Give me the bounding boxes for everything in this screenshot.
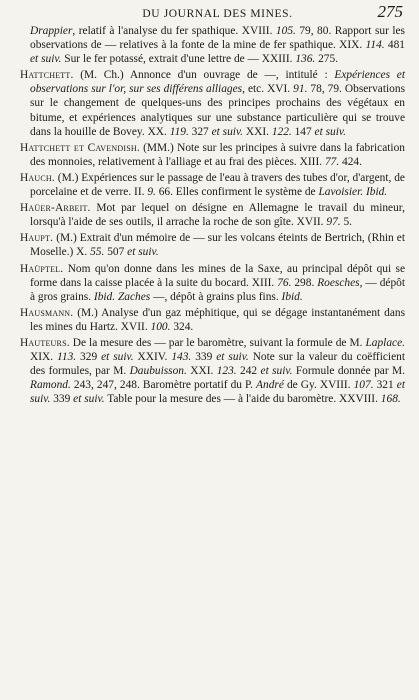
entry-headword: Haupt. [20, 232, 54, 245]
entry-text: De la mesure des — par le baromètre, suivant la formule de M. Laplace. XIX. 113. 329 et suiv. XXIV. 143. 339 et suiv. Note sur la valeur du coëfficient des formules, par M. Daubuisson. XXI. 123. 242 et suiv. Formule donnée par M. Ramond. 243, 247, 248. Baromètre portatif du P. André de Gy. XVIII. 107. 321 et suiv. 339 et suiv. Table pour la mesure des — à l'aide du baromètre. XXVIII. 168. [30, 336, 406, 406]
entry-text: (M.) Expériences sur le passage de l'eau à travers des tubes d'or, d'argent, de porcelaine et de verre. II. 9. 66. Elles confirment le système de Lavoisier. Ibid. [30, 171, 405, 199]
entry-text: (M.) Analyse d'un gaz méphitique, qui se dégage instantanément dans les mines du Hartz. XVII. 100. 324. [30, 306, 405, 333]
index-entry [20, 262, 405, 304]
index-entry [20, 336, 405, 406]
entry-text: (M.) Extrait d'un mémoire de — sur les volcans éteints de Bertrich, (Rhin et Moselle.) X. 55. 507 et suiv. [30, 232, 405, 259]
index-entry [20, 141, 405, 169]
entry-text: Mot par lequel on désigne en Allemagne le travail du mineur, lorsqu'à l'aide de ses outils, il arrache la roche de son gîte. XVII. 97. 5. [30, 202, 405, 229]
page-number: 275 [377, 2, 403, 21]
index-entry [20, 171, 405, 199]
running-header [20, 4, 405, 24]
entry-headword: Hauch. [20, 171, 55, 184]
index-entry [20, 24, 405, 66]
entry-headword: Hausmann. [20, 306, 74, 319]
entry-text: (M. Ch.) Annonce d'un ouvrage de —, intitulé : Expériences et observations sur l'or, sur ses différens alliages, etc. XVI. 91. 78, 79. Observations sur le changement de quelques-uns des principes prochains des végétaux en bitume, et expériences analytiques sur une substance particulière qui se trouve dans la houille de Bovey. XX. 119. 327 et suiv. XXI. 122. 147 et suiv. [30, 69, 406, 138]
index-body [20, 24, 405, 406]
index-entry [20, 231, 405, 259]
entry-text: Drappier, relatif à l'analyse du fer spathique. XVIII. 105. 79, 80. Rapport sur les observations de — relatives à la fonte de la mine de fer spathique. XIX. 114. 481 et suiv. Sur le fer potassé, extrait d'une lettre de — XXIII. 136. 275. [30, 25, 405, 66]
entry-headword: Haüptel. [20, 262, 64, 275]
index-entry [20, 306, 405, 334]
index-entry [20, 68, 405, 138]
entry-headword: Hattchett. [20, 69, 74, 82]
index-entry [20, 201, 405, 229]
running-title: DU JOURNAL DES MINES. [142, 8, 293, 20]
entry-headword: Hattchett et Cavendish. [20, 141, 140, 154]
entry-text: Nom qu'on donne dans les mines de la Saxe, au principal dépôt qui se forme dans la caisse placée à la suite du bocard. XIII. 76. 298. Roesches, — dépôt à gros grains. Ibid. Zaches —, dépôt à grains plus fins. Ibid. [30, 262, 405, 303]
entry-headword: Haüer-Arbeit. [20, 202, 91, 215]
entry-text: (MM.) Note sur les principes à suivre dans la fabrication des monnoies, relativement à l'alliage et au frai des pièces. XIII. 77. 424. [30, 141, 405, 168]
entry-headword: Hauteurs. [20, 336, 70, 349]
